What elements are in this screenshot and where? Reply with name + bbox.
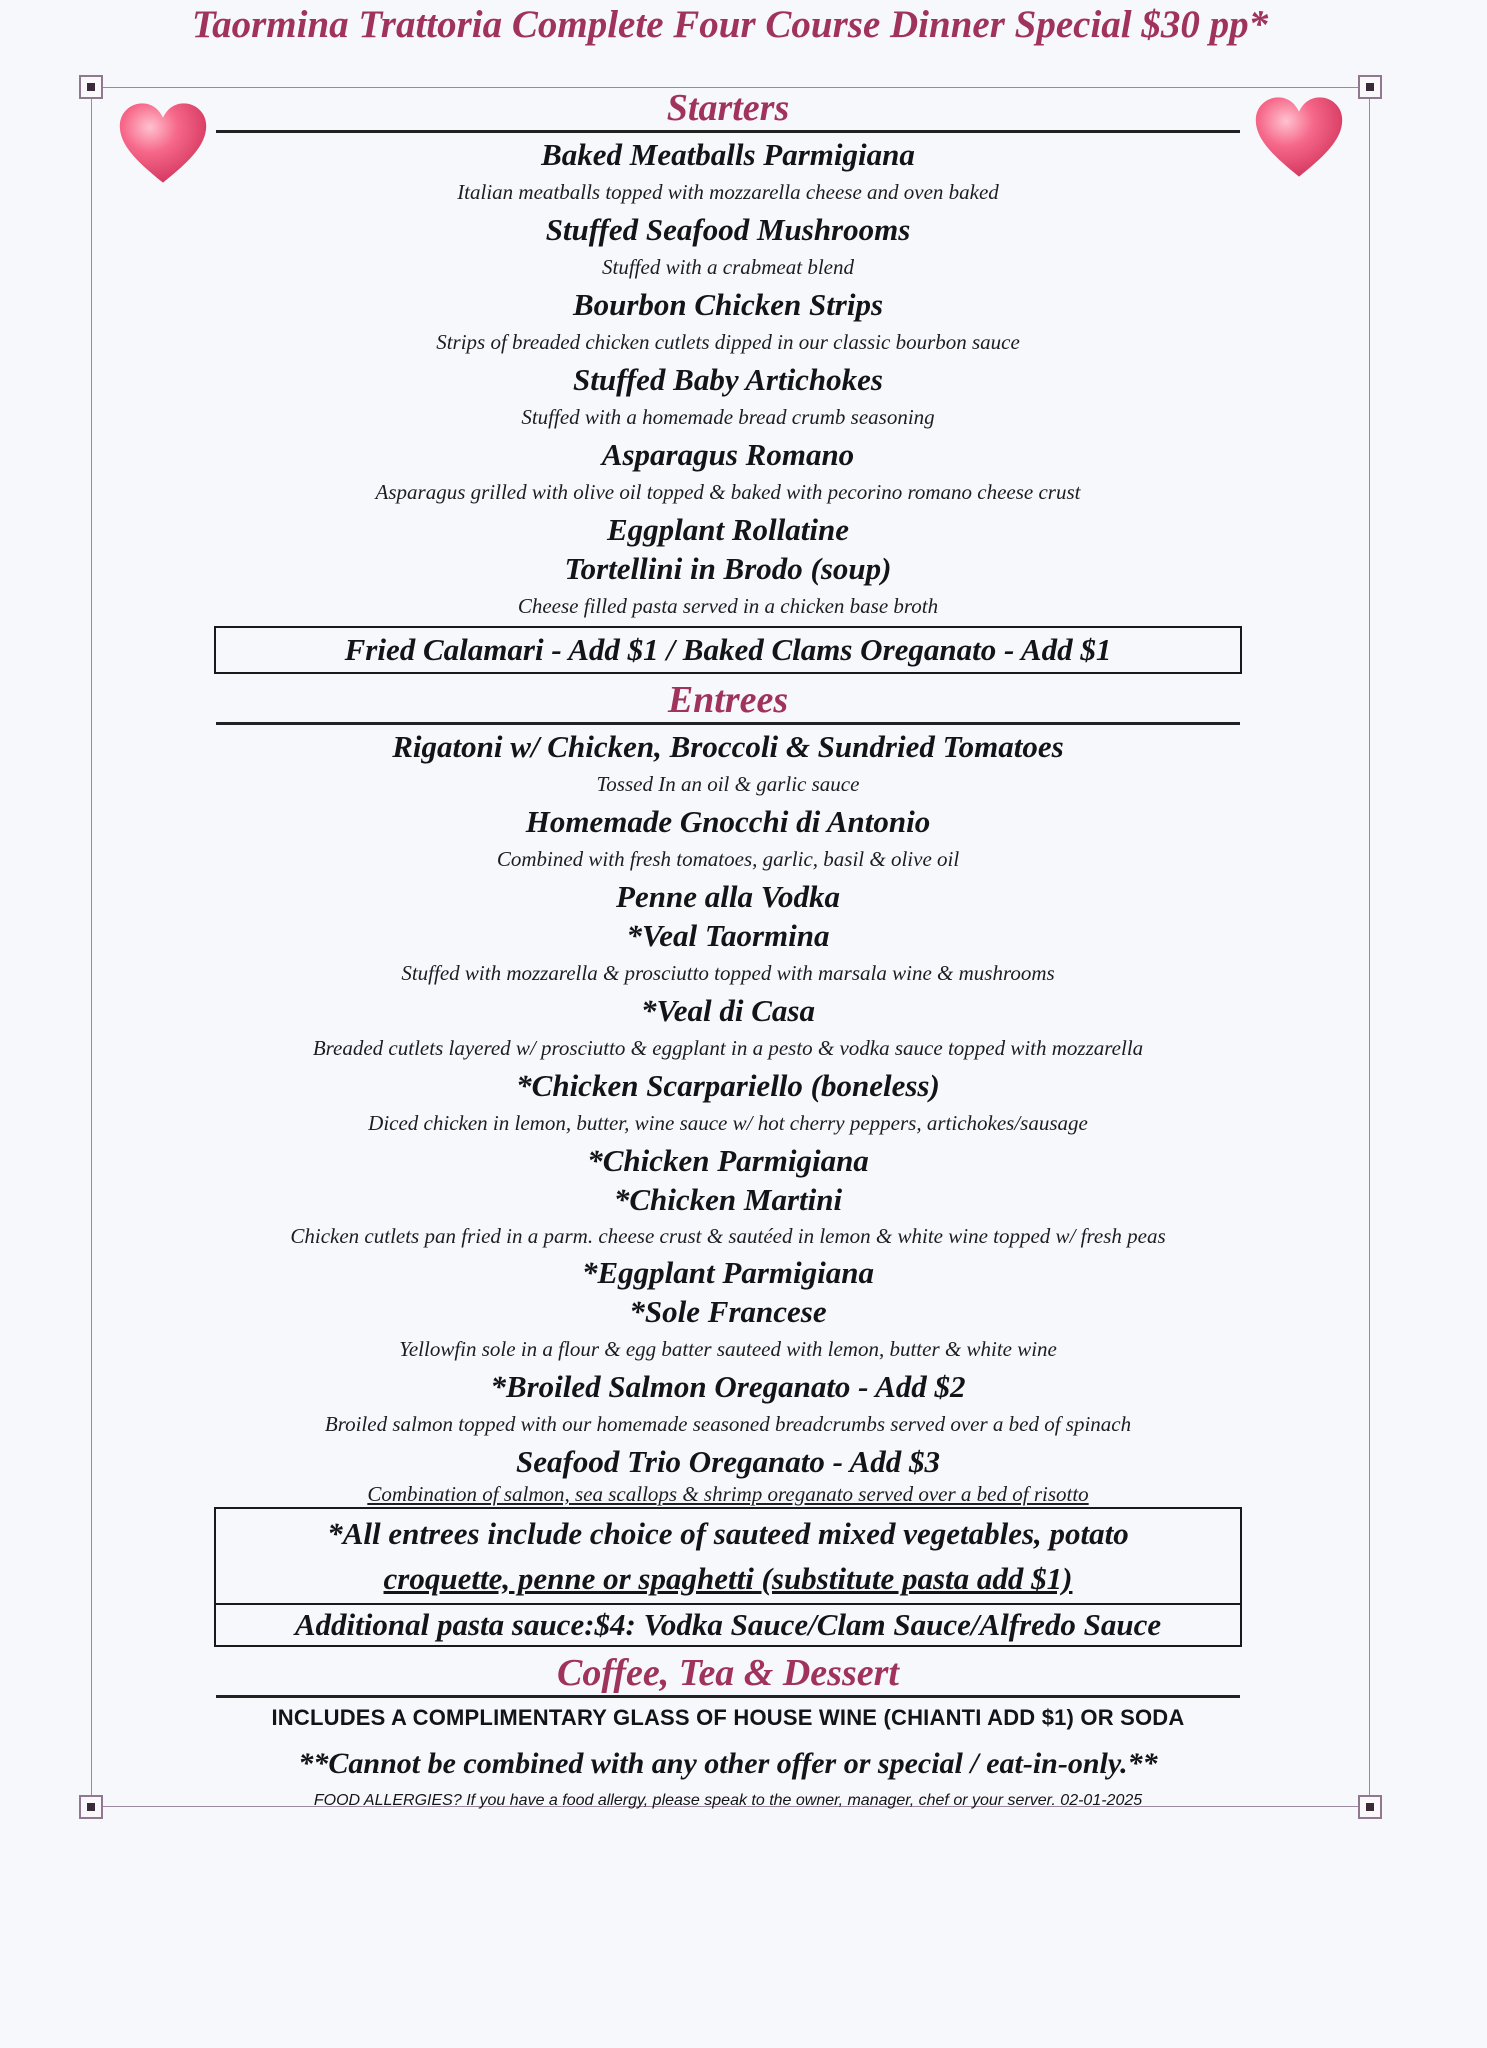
corner-ornament-top-left — [79, 75, 103, 99]
menu-item-desc: Stuffed with a homemade bread crumb seasoning — [521, 405, 935, 429]
section-title-entrees: Entrees — [667, 679, 789, 721]
menu-item-desc: Stuffed with a crabmeat blend — [602, 255, 854, 279]
heart-icon-left — [118, 100, 208, 186]
menu-item-name: *Chicken Parmigiana — [587, 1143, 869, 1178]
menu-item-name: *Eggplant Parmigiana — [582, 1255, 874, 1290]
section-rule — [216, 1695, 1240, 1698]
section-rule — [216, 722, 1240, 725]
menu-item-name: *Veal di Casa — [641, 993, 815, 1028]
menu-item-name: Tortellini in Brodo (soup) — [564, 551, 892, 586]
menu-item-name: *Chicken Scarpariello (boneless) — [516, 1068, 940, 1103]
menu-item-name: Seafood Trio Oreganato - Add $3 — [516, 1444, 940, 1479]
menu-item-name: Asparagus Romano — [601, 437, 855, 472]
menu-item-desc: Broiled salmon topped with our homemade seasoned breadcrumbs served over a bed of spinach — [324, 1412, 1132, 1436]
pasta-sauce-box: Additional pasta sauce:$4: Vodka Sauce/Clam Sauce/Alfredo Sauce — [214, 1605, 1242, 1647]
page-title: Taormina Trattoria Complete Four Course Dinner Special $30 pp* — [191, 3, 1269, 46]
starters-list — [216, 135, 1240, 624]
menu-item-desc: Chicken cutlets pan fried in a parm. cheese crust & sautéed in lemon & white wine topped w/ fresh peas — [290, 1224, 1166, 1248]
menu-item-name: Rigatoni w/ Chicken, Broccoli & Sundried Tomatoes — [392, 729, 1064, 764]
menu-item-name: Eggplant Rollatine — [606, 512, 850, 547]
menu-item-name: Stuffed Seafood Mushrooms — [545, 212, 911, 247]
sides-note-line-2: croquette, penne or spaghetti (substitute pasta add $1) — [383, 1561, 1073, 1596]
heart-icon-right — [1254, 94, 1344, 180]
menu-item-desc: Breaded cutlets layered w/ prosciutto & eggplant in a pesto & vodka sauce topped with mozzarella — [312, 1036, 1144, 1060]
menu-item-name: *Broiled Salmon Oreganato - Add $2 — [490, 1369, 966, 1404]
menu-item-desc: Combined with fresh tomatoes, garlic, basil & olive oil — [496, 847, 960, 871]
menu-item-name: Bourbon Chicken Strips — [572, 287, 884, 322]
menu-item-desc: Cheese filled pasta served in a chicken base broth — [517, 594, 939, 618]
menu-item-name: Stuffed Baby Artichokes — [572, 362, 883, 397]
menu-item-desc: Strips of breaded chicken cutlets dipped in our classic bourbon sauce — [436, 330, 1020, 354]
menu-item-desc: Yellowfin sole in a flour & egg batter sauteed with lemon, butter & white wine — [399, 1337, 1057, 1361]
section-rule — [216, 130, 1240, 133]
entrees-sides-box — [214, 1507, 1242, 1605]
section-title-dessert: Coffee, Tea & Dessert — [557, 1652, 899, 1694]
menu-item-name: *Veal Taormina — [626, 918, 830, 953]
sides-note-line-1: *All entrees include choice of sauteed mixed vegetables, potato — [327, 1516, 1129, 1551]
corner-ornament-bottom-left — [79, 1795, 103, 1819]
menu-item-desc: Diced chicken in lemon, butter, wine sauce w/ hot cherry peppers, artichokes/sausage — [368, 1111, 1088, 1135]
menu-content — [216, 86, 1240, 1816]
menu-item-name: Homemade Gnocchi di Antonio — [525, 804, 931, 839]
corner-ornament-top-right — [1358, 75, 1382, 99]
menu-item-name: Penne alla Vodka — [616, 879, 840, 914]
offer-restriction-notice: **Cannot be combined with any other offer or special / eat-in-only.** — [298, 1747, 1158, 1780]
menu-item-desc: Combination of salmon, sea scallops & shrimp oreganato served over a bed of risotto — [367, 1482, 1089, 1506]
food-allergy-note: FOOD ALLERGIES? If you have a food allergy, please speak to the owner, manager, chef or your server. 02-01-2025 — [313, 1792, 1143, 1809]
menu-item-name: Baked Meatballs Parmigiana — [541, 137, 915, 172]
menu-item-desc: Asparagus grilled with olive oil topped & baked with pecorino romano cheese crust — [375, 480, 1081, 504]
menu-item-name: *Chicken Martini — [613, 1182, 843, 1217]
menu-item-desc: Tossed In an oil & garlic sauce — [596, 772, 860, 796]
corner-ornament-bottom-right — [1358, 1795, 1382, 1819]
entrees-list — [216, 727, 1240, 1507]
menu-item-desc: Italian meatballs topped with mozzarella cheese and oven baked — [457, 180, 999, 204]
house-wine-note: INCLUDES A COMPLIMENTARY GLASS OF HOUSE WINE (CHIANTI ADD $1) OR SODA — [271, 1705, 1185, 1730]
menu-item-name: *Sole Francese — [629, 1294, 827, 1329]
section-title-starters: Starters — [666, 87, 790, 129]
starters-addon-box: Fried Calamari - Add $1 / Baked Clams Oreganato - Add $1 — [214, 626, 1242, 674]
menu-item-desc: Stuffed with mozzarella & prosciutto topped with marsala wine & mushrooms — [401, 961, 1055, 985]
